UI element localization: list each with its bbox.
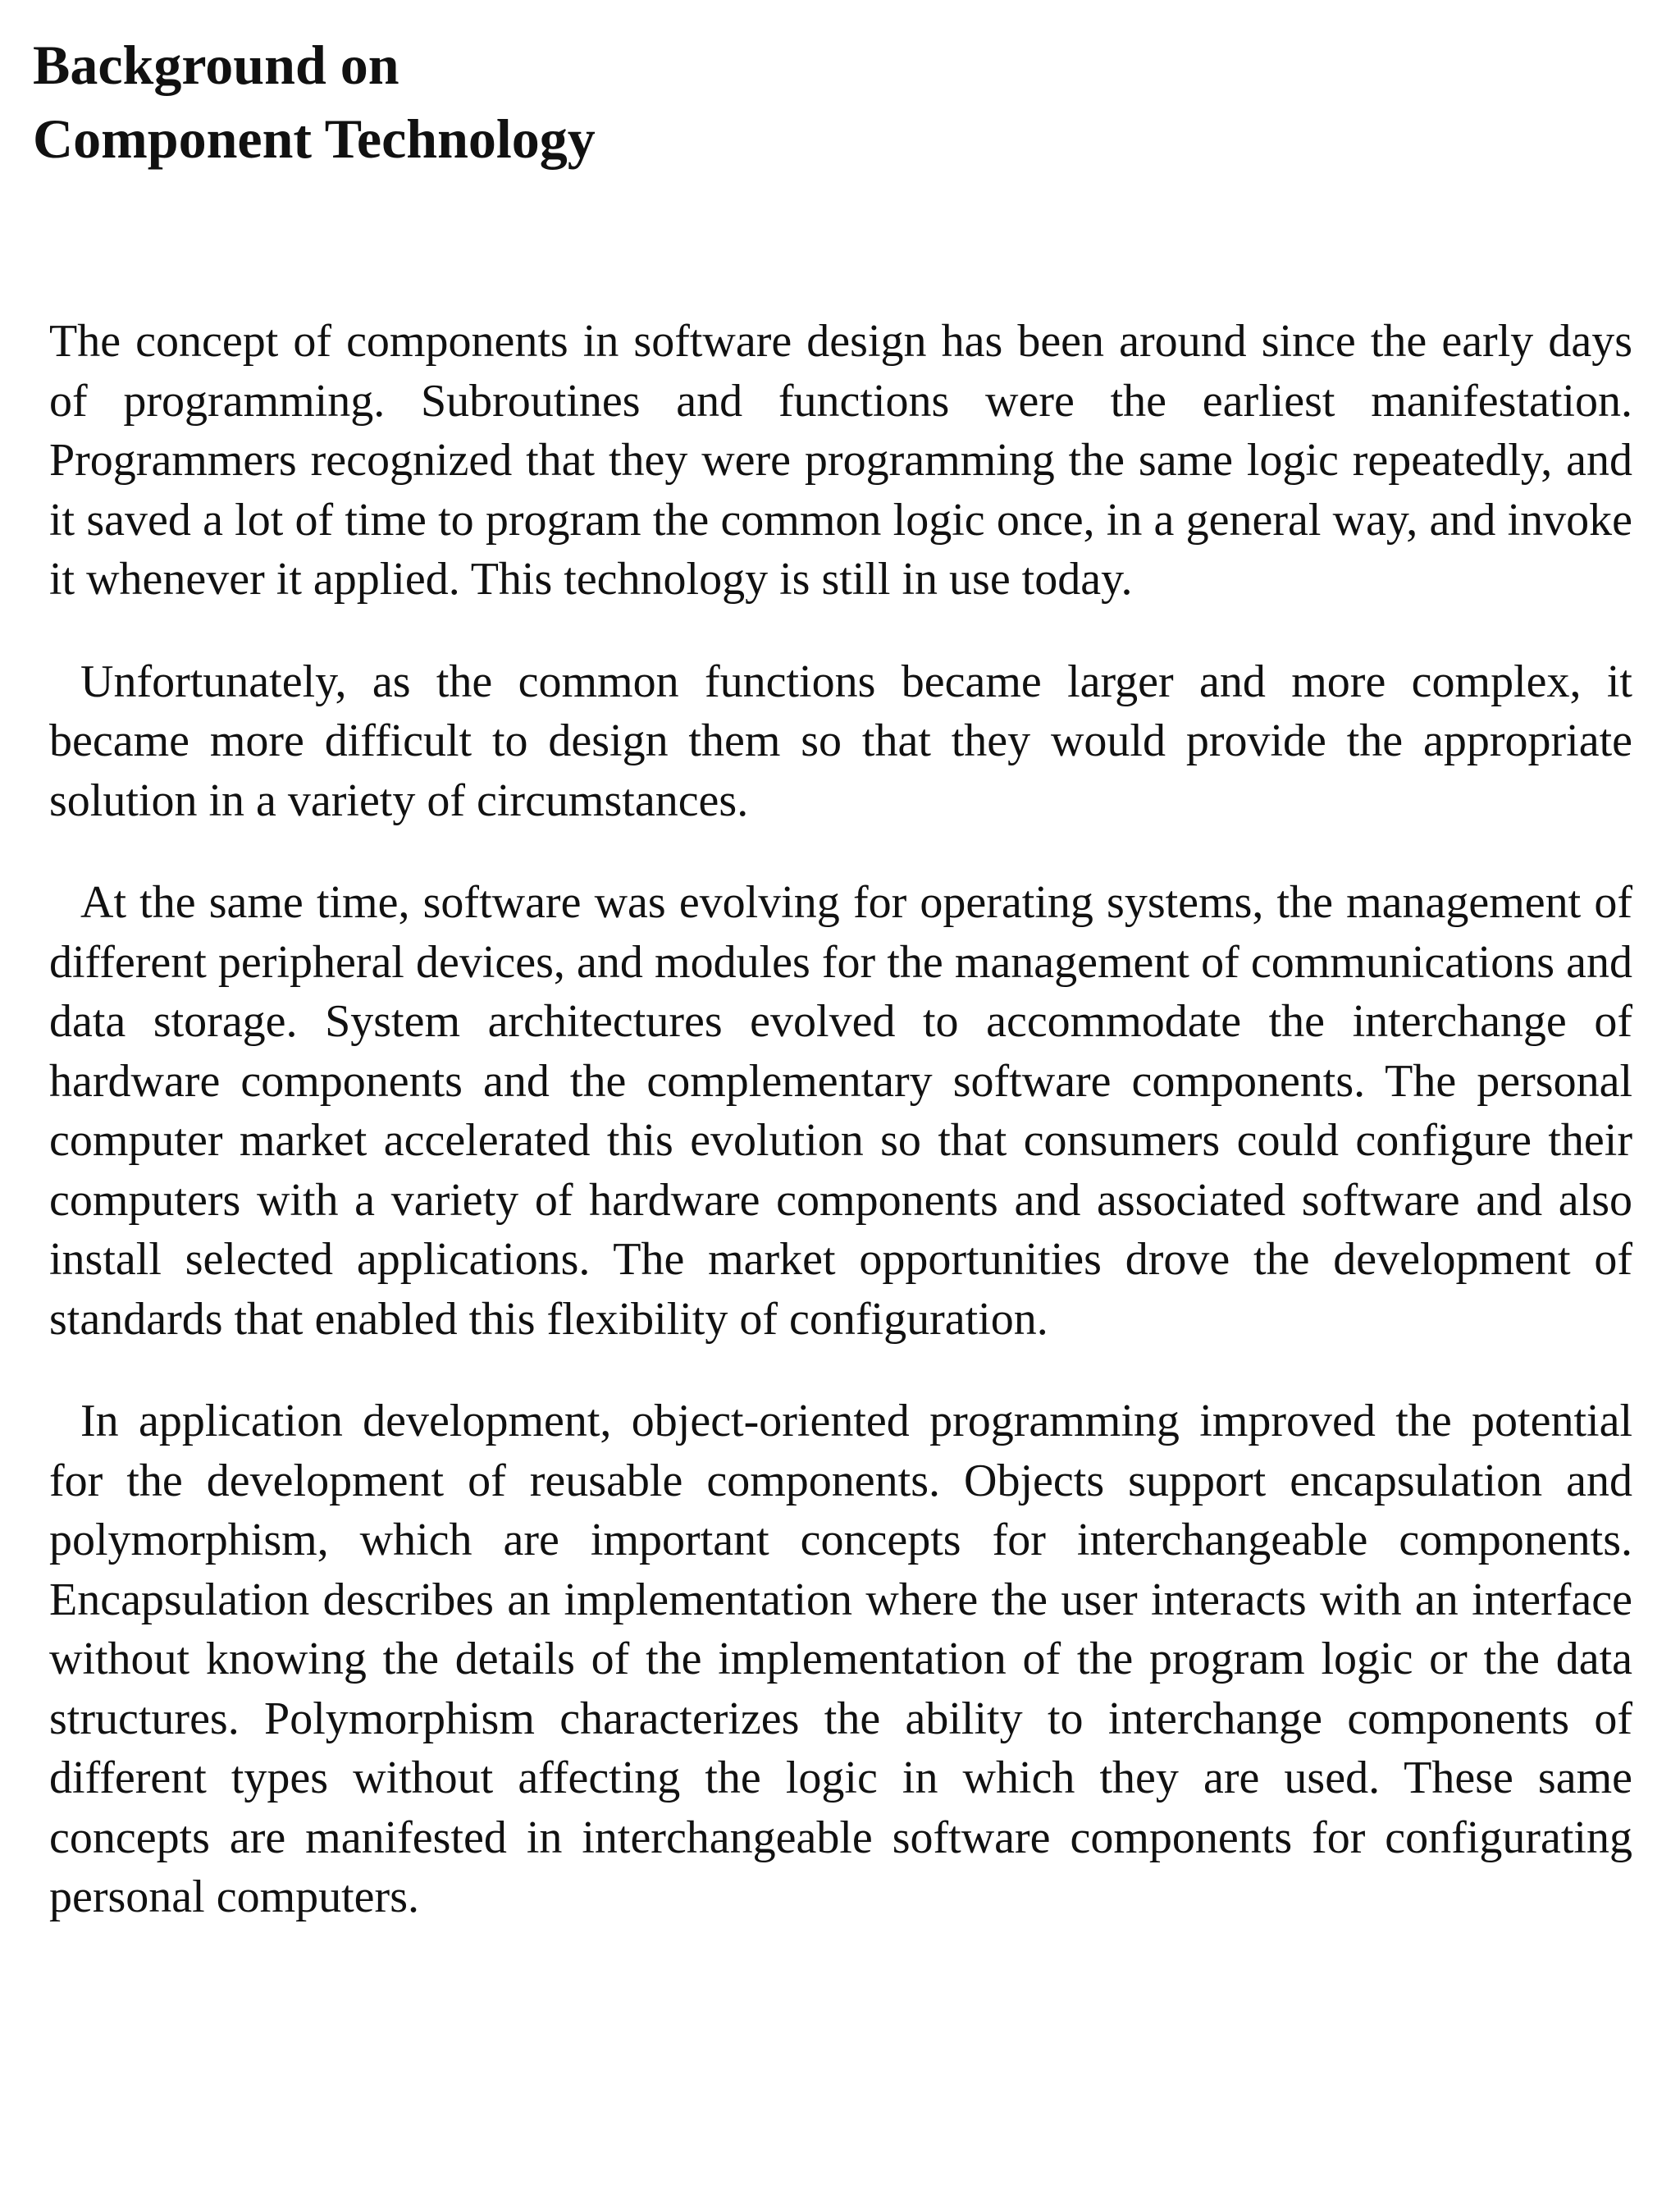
page-title-line-1: Background on (33, 34, 399, 96)
paragraph-2: Unfortunately, as the common functions became larger and more complex, it became more difficult to design them so that they would provide the appropriate solution in a variety of circumstances. (49, 656, 1632, 826)
paragraph-4: In application development, object-oriented programming improved the potential for the development of reusable components. Objects support encapsulation and polymorphism, which are important concepts for interchangeable components. Encapsulation describes an implementation where the user interacts with an interface without knowing the details of the implementation of the program logic or the data structures. Polymorphism characterizes the ability to interchange components of different types without affecting the logic in which they are used. These same concepts are manifested in interchangeable software components for configurating personal computers. (49, 1396, 1632, 1922)
page-title (33, 28, 596, 176)
document-body (49, 312, 1632, 1970)
paragraph-3: At the same time, software was evolving for operating systems, the management of different peripheral devices, and modules for the management of communications and data storage. System architectures evolved to accommodate the interchange of hardware components and the complementary software components. The personal computer market accelerated this evolution so that consumers could configure their computers with a variety of hardware components and associated software and also install selected applications. The market opportunities drove the development of standards that enabled this flexibility of configuration. (49, 877, 1632, 1345)
paragraph-1: The concept of components in software design has been around since the early days of programming. Subroutines and functions were the earliest manifestation. Programmers recognized that they were programming the same logic repeatedly, and it saved a lot of time to program the common logic once, in a general way, and invoke it whenever it applied. This technology is still in use today. (49, 316, 1632, 605)
page-title-line-2: Component Technology (33, 107, 596, 170)
